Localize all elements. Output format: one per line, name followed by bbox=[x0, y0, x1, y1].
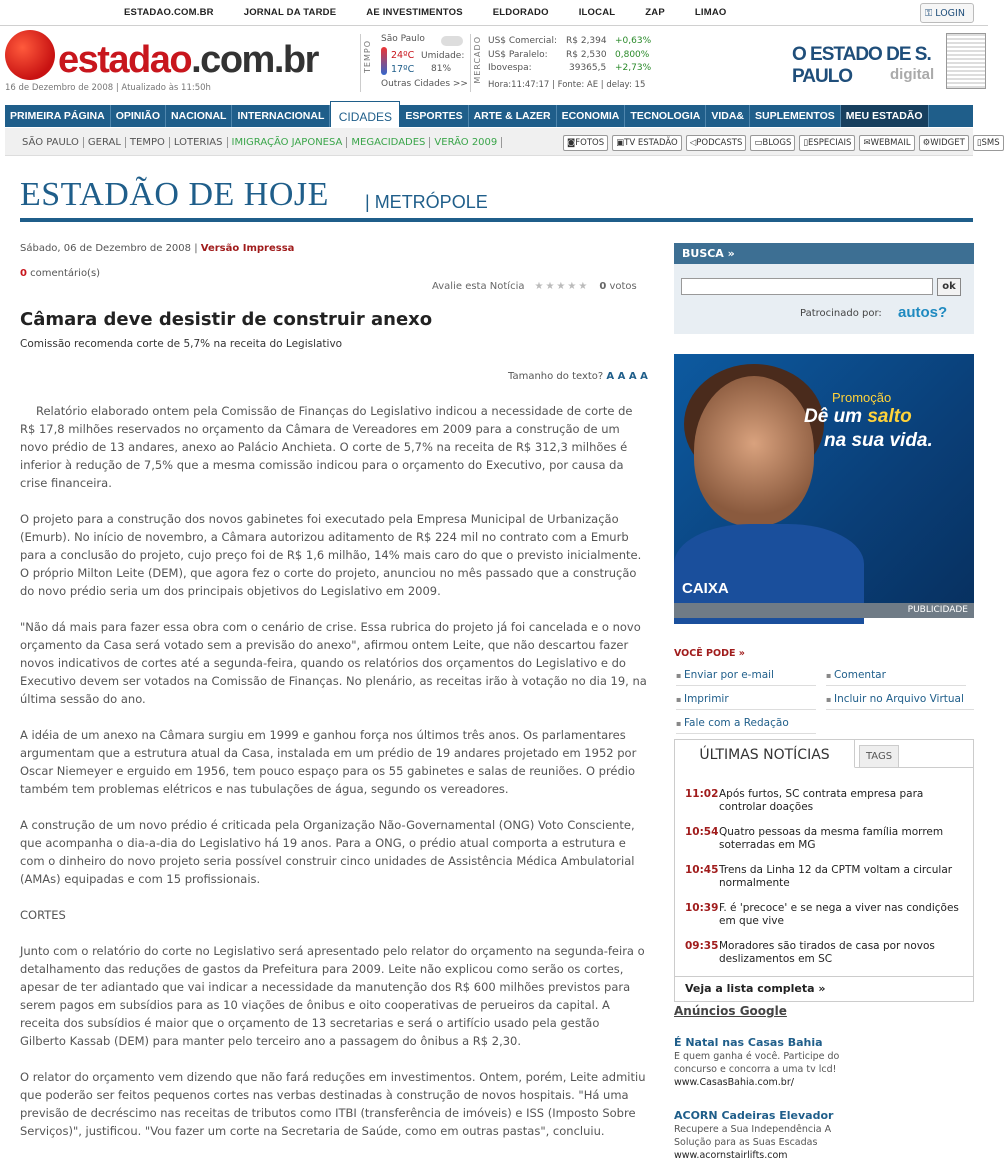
search-box bbox=[674, 243, 974, 334]
news-time: 10:45 bbox=[685, 864, 719, 876]
photos-button[interactable] bbox=[563, 135, 608, 151]
article-body bbox=[20, 402, 648, 1158]
market-change: +2,73% bbox=[615, 63, 652, 73]
sponsored-label: Patrocinado por: bbox=[800, 308, 882, 319]
humidity-value: 81% bbox=[431, 64, 452, 74]
news-item[interactable] bbox=[685, 826, 965, 852]
portal-link[interactable]: ESTADAO.COM.BR bbox=[124, 7, 214, 18]
tab-economia[interactable]: ECONOMIA bbox=[557, 105, 626, 127]
portal-link[interactable]: AE INVESTIMENTOS bbox=[366, 7, 463, 18]
portal-links bbox=[124, 7, 757, 18]
weather-city: São Paulo bbox=[381, 34, 425, 44]
votes-label: votos bbox=[609, 281, 637, 292]
tempo-label: TEMPO bbox=[363, 40, 372, 73]
camera-icon: ◙ bbox=[567, 138, 576, 148]
tv-button[interactable] bbox=[612, 135, 682, 151]
market-name: US$ Paralelo: bbox=[488, 50, 548, 60]
market-value: R$ 2,394 bbox=[566, 36, 607, 46]
ad-model-image bbox=[694, 376, 814, 526]
text-size-options[interactable]: A A A A bbox=[606, 371, 648, 382]
ad-label: PUBLICIDADE bbox=[674, 603, 974, 618]
media-links bbox=[563, 135, 1004, 151]
ad-headline-1b: salto bbox=[867, 406, 912, 427]
tv-label: TV ESTADÃO bbox=[624, 138, 678, 148]
tab-nacional[interactable]: NACIONAL bbox=[166, 105, 232, 127]
news-title: Trens da Linha 12 da CPTM voltam a circular normalmente bbox=[719, 864, 953, 889]
article-paragraph: Relatório elaborado ontem pela Comissão de Finanças do Legislativo indicou a necessidade de corte de R$ 17,8 milhões reservados no orçamento da Câmara de Vereadores em 2009 para a construção de um novo prédio de 13 andares, anexo ao Palácio Anchieta. O corte de 5,7% na receita de R$ 312,3 milhões é inferior à redução de 7,5% que a mesma comissão indicou para o orçamento do Executivo, por causa da crise financeira. bbox=[20, 404, 633, 490]
newspaper-title[interactable]: O ESTADO DE S. PAULO bbox=[792, 44, 931, 87]
ad-promo: Promoção bbox=[832, 390, 892, 405]
portal-link[interactable]: ILOCAL bbox=[578, 7, 616, 18]
subnav-link[interactable]: SÃO PAULO bbox=[18, 137, 84, 148]
tab-tags[interactable]: TAGS bbox=[859, 745, 899, 768]
google-ad-title[interactable]: É Natal nas Casas Bahia bbox=[674, 1036, 823, 1049]
logo-icon[interactable] bbox=[5, 30, 55, 80]
subnav-link[interactable]: IMIGRAÇÃO JAPONESA bbox=[228, 137, 348, 148]
portal-link[interactable]: ELDORADO bbox=[492, 7, 549, 18]
comments-count: 0 bbox=[20, 268, 27, 279]
market-footer: Hora:11:47:17 | Fonte: AE | delay: 15 bbox=[488, 80, 646, 90]
rating bbox=[432, 281, 637, 292]
voce-pode-title: VOCÊ PODE » bbox=[674, 648, 745, 659]
tab-internacional[interactable]: INTERNACIONAL bbox=[232, 105, 330, 127]
widget-button[interactable] bbox=[919, 135, 969, 151]
search-ok-button[interactable]: ok bbox=[937, 278, 961, 296]
section-divider bbox=[20, 218, 973, 222]
news-time: 09:35 bbox=[685, 940, 719, 952]
article-paragraph: A idéia de um anexo na Câmara surgiu em 1999 e ganhou força nos últimos três anos. Os parlamentares argumentam que a estrutura atual da Casa, instalada em um prédio de 19 andares projetado em 1952 por Oscar Niemeyer e erguido em 1956, tem pouco espaço para os 55 gabinetes e salas de reuniões. O prédio também tem problemas elétricos e nas tubulações de água, segundo os vereadores. bbox=[20, 728, 637, 796]
market-name: Ibovespa: bbox=[488, 63, 532, 73]
google-ad-text: E quem ganha é você. Participe do concurso e concorra a uma tv lcd! bbox=[674, 1051, 840, 1075]
sub-nav bbox=[5, 128, 1000, 156]
sms-label: SMS bbox=[981, 138, 1000, 148]
document-icon: ▯ bbox=[803, 138, 809, 148]
google-ad-text: Recupere a Sua Independência A Solução para as Suas Escadas bbox=[674, 1124, 832, 1148]
subnav-link[interactable]: MEGACIDADES bbox=[347, 137, 430, 148]
news-title: Quatro pessoas da mesma família morrem soterradas em MG bbox=[719, 826, 944, 851]
humidity-label: Umidade: bbox=[421, 51, 465, 61]
comments-label: comentário(s) bbox=[30, 268, 101, 279]
cloud-icon bbox=[441, 36, 463, 46]
print-version-link[interactable]: Versão Impressa bbox=[200, 243, 295, 254]
blogs-label: BLOGS bbox=[762, 138, 792, 148]
news-title: Após furtos, SC contrata empresa para controlar doações bbox=[719, 788, 924, 813]
article-headline: Câmara deve desistir de construir anexo bbox=[20, 309, 433, 330]
temp-min: 17ºC bbox=[391, 64, 415, 75]
contact-link[interactable]: ▪ Fale com a Redação bbox=[676, 717, 816, 734]
full-list-link[interactable]: Veja a lista completa » bbox=[685, 982, 826, 995]
other-cities-link[interactable]: Outras Cidades >> bbox=[381, 79, 468, 89]
section-title: ESTADÃO DE HOJE bbox=[20, 176, 329, 213]
widget-label: WIDGET bbox=[930, 138, 965, 148]
article-subheading: CORTES bbox=[20, 908, 66, 922]
portal-link[interactable]: ZAP bbox=[645, 7, 665, 18]
subnav-link[interactable]: LOTERIAS bbox=[170, 137, 228, 148]
tab-meu-estadao[interactable]: MEU ESTADÃO bbox=[841, 105, 929, 127]
update-date: 16 de Dezembro de 2008 | Atualizado às 11:50h bbox=[5, 83, 211, 93]
google-ad-url[interactable]: www.acornstairlifts.com bbox=[674, 1150, 788, 1161]
section-subtitle: | METRÓPOLE bbox=[365, 192, 488, 212]
subnav-link[interactable]: GERAL bbox=[84, 137, 126, 148]
news-time: 10:54 bbox=[685, 826, 719, 838]
login-button[interactable] bbox=[920, 3, 974, 23]
sponsor-logo[interactable]: autos? bbox=[898, 304, 948, 321]
mercado-label: MERCADO bbox=[473, 36, 482, 84]
market-change: 0,800% bbox=[615, 50, 650, 60]
tab-arte-lazer[interactable]: ARTE & LAZER bbox=[469, 105, 557, 127]
logo-domain: .com.br bbox=[191, 39, 318, 81]
tab-tecnologia[interactable]: TECNOLOGIA bbox=[625, 105, 706, 127]
main-nav bbox=[5, 105, 973, 127]
article-paragraph: A construção de um novo prédio é criticada pela Organização Não-Governamental (ONG) Voto Consciente, que acompanha o dia-a-dia do Legislativo há 19 anos. Para a ONG, o prédio atual comporta a estrutura e com o dinheiro do novo projeto seria possível construir cinco unidades de Assistência Médica Ambulatorial (AMAs) equipadas e com 15 profissionais. bbox=[20, 818, 635, 886]
key-icon: ⚿ bbox=[925, 7, 933, 19]
news-time: 11:02 bbox=[685, 788, 719, 800]
latest-news bbox=[674, 739, 974, 1002]
ad-headline-2: na sua vida. bbox=[824, 430, 933, 451]
tab-opiniao[interactable]: OPINIÃO bbox=[111, 105, 166, 127]
market-widget bbox=[470, 34, 650, 92]
google-ad-url[interactable]: www.CasasBahia.com.br/ bbox=[674, 1077, 794, 1088]
article-paragraph: Junto com o relatório do corte no Legislativo será apresentado pelo relator do orçamento na segunda-feira o detalhamento das reduções de gastos da Prefeitura para 2009. Leite não explicou como serão os cortes, apesar de ter adiantado que vai indicar a necessidade da manutenção dos R$ 600 milhões previstos para serem pagos em subsídios para as 10 viações de ônibus e oito cooperativas de perueiros da capital. A receita dos subsídios é maior que o orçamento de 13 secretarias e será o artifício usado pela gestão Gilberto Kassab (DEM) para manter pelo terceiro ano a passagem do ônibus a R$ 2,30. bbox=[20, 944, 645, 1048]
especiais-button[interactable] bbox=[799, 135, 855, 151]
news-item[interactable] bbox=[685, 940, 965, 966]
article-date-text: Sábado, 06 de Dezembro de 2008 | bbox=[20, 243, 198, 254]
photos-label: FOTOS bbox=[575, 138, 605, 148]
rating-stars[interactable]: ★★★★★ bbox=[534, 281, 590, 292]
comments-link[interactable] bbox=[20, 268, 100, 279]
email-link[interactable]: ▪ Enviar por e-mail bbox=[676, 669, 816, 686]
temp-max: 24ºC bbox=[391, 50, 415, 61]
logo-brand: estadao bbox=[58, 39, 192, 81]
sms-button[interactable] bbox=[973, 135, 1004, 151]
podcasts-label: PODCASTS bbox=[696, 138, 743, 148]
votes-count: 0 bbox=[599, 281, 607, 292]
portal-link[interactable]: LIMAO bbox=[694, 7, 727, 18]
subnav-link[interactable]: TEMPO bbox=[126, 137, 170, 148]
weather-widget bbox=[360, 34, 480, 92]
text-size-label: Tamanho do texto? bbox=[508, 371, 604, 382]
tv-icon: ▣ bbox=[616, 138, 625, 148]
top-bar bbox=[0, 0, 988, 26]
login-label: LOGIN bbox=[935, 7, 965, 19]
archive-link[interactable]: ▪ Incluir no Arquivo Virtual bbox=[826, 693, 974, 710]
market-name: US$ Comercial: bbox=[488, 36, 557, 46]
google-ad-title[interactable]: ACORN Cadeiras Elevador bbox=[674, 1109, 834, 1122]
ad-headline-1a: Dê um bbox=[804, 406, 868, 427]
article-deck: Comissão recomenda corte de 5,7% na receita do Legislativo bbox=[20, 338, 343, 350]
subnav-link[interactable]: VERÃO 2009 bbox=[430, 137, 502, 148]
advertisement[interactable] bbox=[674, 354, 974, 618]
tab-cidades[interactable]: CIDADES bbox=[330, 101, 400, 127]
article-paragraph: "Não dá mais para fazer essa obra com o cenário de crise. Essa rubrica do projeto já foi cancelada e o novo orçamento da Casa será votado sem a previsão do anexo", afirmou ontem Leite, que não descartou fazer novos indicativos de cortes até a segunda-feira, quando os relatórios dos orçamentos do Legislativo e do Executivo devem ser votados na Comissão de Finanças. No plenário, as receitas irão à votação no dia 19, na última sessão do ano. bbox=[20, 620, 647, 706]
blogs-button[interactable] bbox=[750, 135, 795, 151]
section-links bbox=[18, 137, 502, 148]
site-logo[interactable] bbox=[58, 40, 318, 80]
chat-icon: ▭ bbox=[754, 138, 763, 148]
market-value: 39365,5 bbox=[569, 63, 607, 73]
webmail-label: WEBMAIL bbox=[870, 138, 911, 148]
news-title: Moradores são tirados de casa por novos deslizamentos em SC bbox=[719, 940, 935, 965]
news-title: F. é 'precoce' e se nega a viver nas condições em que vive bbox=[719, 902, 959, 927]
mail-icon: ✉ bbox=[863, 138, 871, 148]
tab-suplementos[interactable]: SUPLEMENTOS bbox=[750, 105, 841, 127]
ad-headline-1 bbox=[804, 406, 912, 428]
list-divider bbox=[675, 976, 973, 977]
section-subtitle-text[interactable]: METRÓPOLE bbox=[374, 192, 488, 212]
rating-label: Avalie esta Notícia bbox=[432, 281, 525, 292]
article-paragraph: O projeto para a construção dos novos gabinetes foi executado pela Empresa Municipal de Urbanização (Emurb). No início de novembro, a Câmara autorizou aditamento de R$ 224 mil no contrato com a Emurb para a conclusão do projeto, cujo preço foi de R$ 1,6 milhão, 14% mais caro do que o previsto inicialmente. O próprio Milton Leite (DEM), que agora fez o corte do projeto, anunciou no mês passado que a construção do novo prédio seria um dos principais objetivos do Legislativo em 2009. bbox=[20, 512, 642, 598]
search-title: BUSCA » bbox=[674, 243, 974, 264]
market-value: R$ 2,530 bbox=[566, 50, 607, 60]
portal-link[interactable]: JORNAL DA TARDE bbox=[243, 7, 337, 18]
news-item[interactable] bbox=[685, 902, 965, 928]
podcasts-button[interactable] bbox=[686, 135, 747, 151]
thermometer-icon bbox=[381, 47, 387, 75]
google-ads-title[interactable]: Anúncios Google bbox=[674, 1004, 787, 1018]
tab-latest-news[interactable]: ÚLTIMAS NOTÍCIAS bbox=[675, 740, 855, 768]
tab-esportes[interactable]: ESPORTES bbox=[400, 105, 468, 127]
news-item[interactable] bbox=[685, 864, 965, 890]
tab-primeira-pagina[interactable]: PRIMEIRA PÁGINA bbox=[5, 105, 111, 127]
news-time: 10:39 bbox=[685, 902, 719, 914]
especiais-label: ESPECIAIS bbox=[808, 138, 852, 148]
search-input[interactable] bbox=[681, 278, 933, 295]
speaker-icon: ◁ bbox=[689, 138, 697, 148]
news-item[interactable] bbox=[685, 788, 965, 814]
phone-icon: ▯ bbox=[976, 138, 982, 148]
tab-vida[interactable]: VIDA& bbox=[706, 105, 750, 127]
print-link[interactable]: ▪ Imprimir bbox=[676, 693, 816, 710]
newspaper-digital: digital bbox=[890, 66, 935, 83]
article-paragraph: O relator do orçamento vem dizendo que não fará reduções em investimentos. Ontem, porém, Leite admitiu que poderão ser feitos pequenos cortes nas verbas destinadas à construção de novos hospitais. "Há uma previsão de decréscimo nas receitas de tributos como ITBI (transferência de imóveis) e ISS (Imposto Sobre Serviços)", justificou. "Vou fazer um corte na Secretaria de Saúde, como em outras pastas", concluiu. bbox=[20, 1070, 646, 1138]
gear-icon: ⚙ bbox=[922, 138, 931, 148]
market-change: +0,63% bbox=[615, 36, 652, 46]
comment-link[interactable]: ▪ Comentar bbox=[826, 669, 966, 686]
webmail-button[interactable] bbox=[859, 135, 914, 151]
ad-brand: CAIXA bbox=[682, 580, 729, 597]
coat-of-arms-icon bbox=[946, 33, 986, 89]
text-size-control bbox=[508, 371, 648, 382]
article-date bbox=[20, 243, 294, 254]
